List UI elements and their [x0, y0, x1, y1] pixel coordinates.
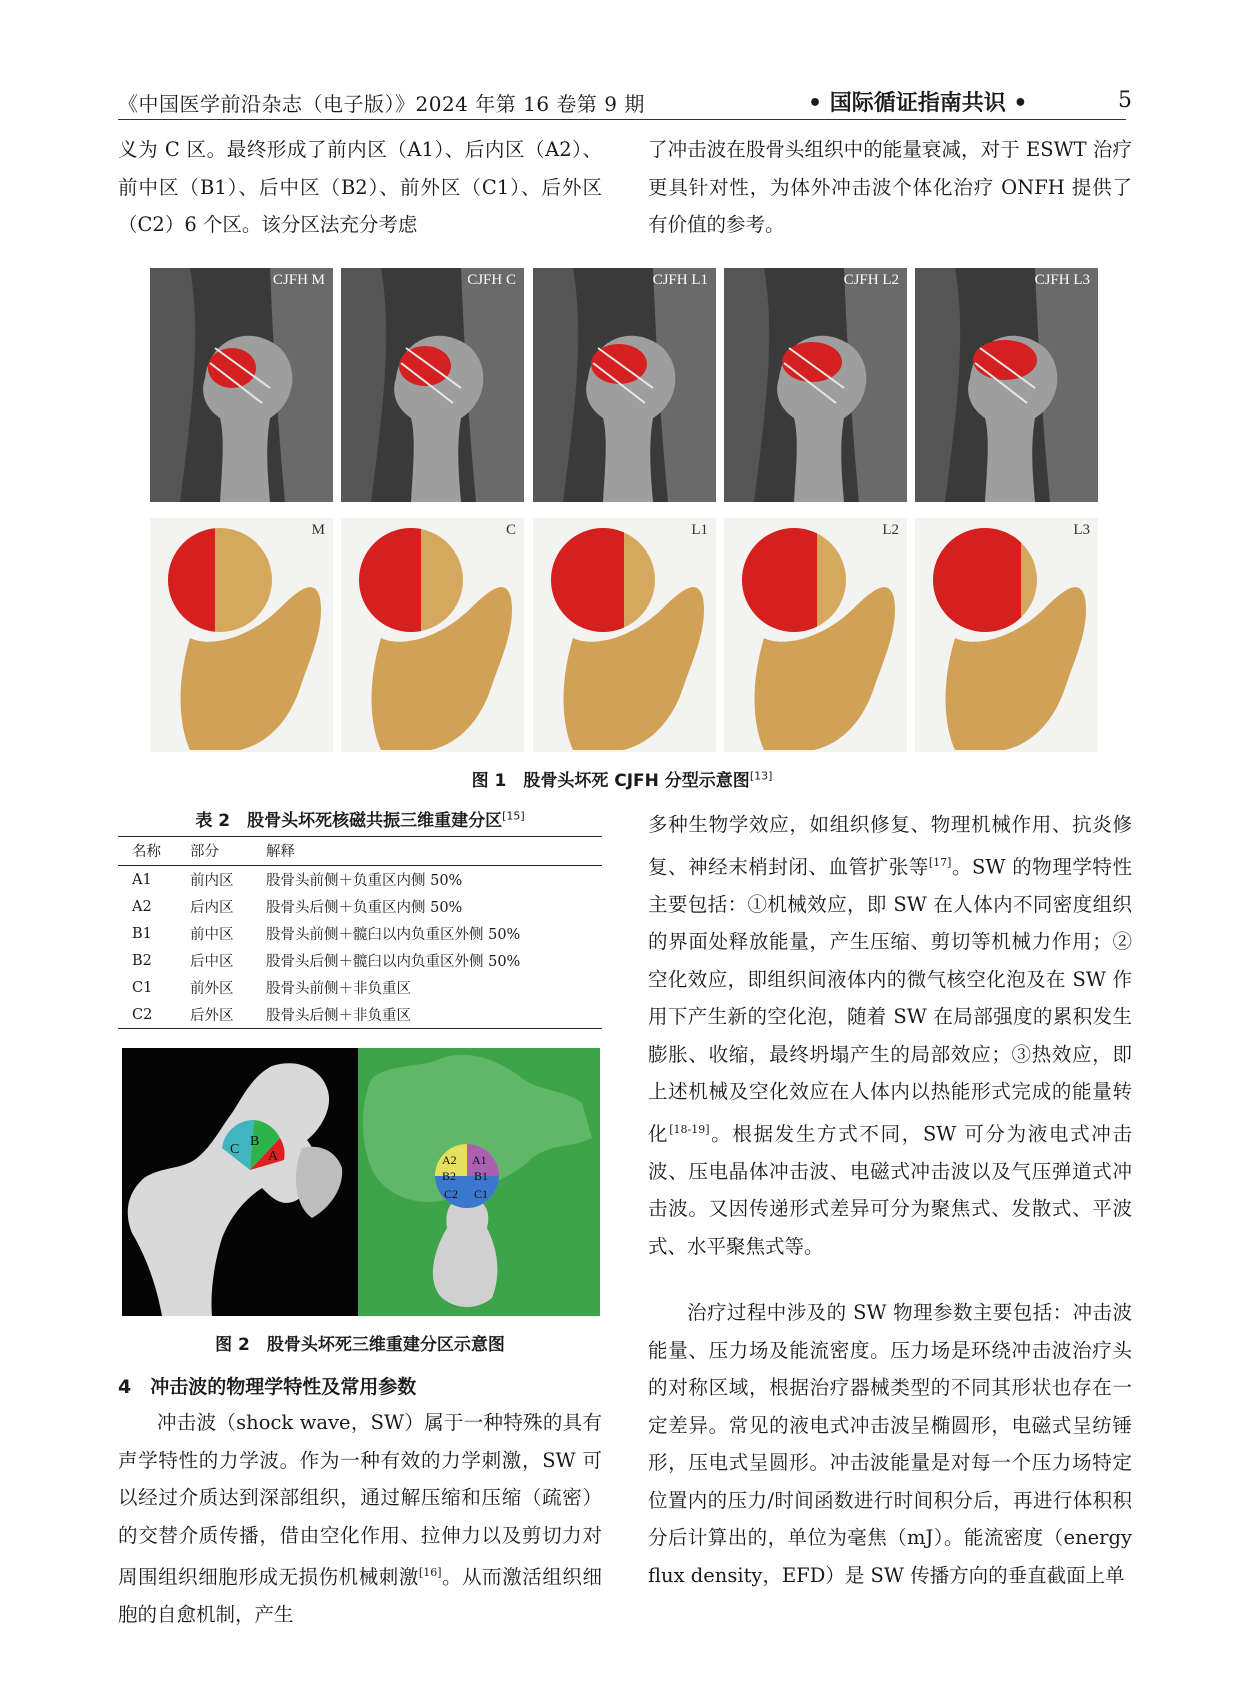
mri-image: [341, 268, 524, 502]
femur-model-panel: [533, 518, 716, 752]
femur-model-panel: [150, 518, 333, 752]
paragraph-text: 。从而激活组织细胞的自愈机制，产生: [118, 1565, 602, 1626]
mri-panel: [341, 268, 524, 502]
table-cell: 后内区: [190, 900, 234, 916]
table-cell: 前中区: [190, 927, 234, 943]
table-row: [118, 947, 602, 974]
table-cell: 股骨头前侧＋髋臼以内负重区外侧 50%: [266, 927, 521, 943]
figure-1-caption-text: 图 1 股骨头坏死 CJFH 分型示意图: [471, 771, 750, 791]
figure-2-label-a: A: [268, 1149, 279, 1164]
table-cell: 后中区: [190, 954, 234, 970]
table-2-title-ref: [15]: [502, 809, 525, 823]
mri-image: [915, 268, 1098, 502]
paragraph-text: 冲击波（shock wave，SW）属于一种特殊的具有声学特性的力学波。作为一种有效的力学刺激，SW 可以经过介质达到深部组织，通过解压缩和压缩（疏密）的交替介质传播，借由空化作用、拉伸力以及剪切力对周围组织细胞形成无损伤机械刺激: [118, 1411, 602, 1589]
table-header-name: 名称: [118, 837, 190, 866]
figure-2-label-a2: A2: [442, 1153, 457, 1167]
table-row: [118, 893, 602, 920]
mri-label: CJFH M: [272, 272, 325, 288]
table-cell: 股骨头前侧＋非负重区: [266, 981, 411, 997]
section-4-paragraph-1: [118, 1404, 602, 1634]
page-number: 5: [1118, 88, 1132, 113]
table-row: [118, 920, 602, 947]
femur-model-label: L3: [1073, 522, 1090, 538]
figure-2-label-c2: C2: [444, 1187, 459, 1201]
femur-model-image: [341, 518, 524, 752]
section-tag: • 国际循证指南共识 •: [808, 91, 1028, 116]
figure-2-label-c: C: [230, 1142, 240, 1157]
figure-2-label-b: B: [250, 1134, 260, 1149]
figure-2-label-b1: B1: [474, 1169, 489, 1183]
figure-2-label-b2: B2: [442, 1169, 457, 1183]
figure-2: [122, 1048, 600, 1316]
table-cell: 前内区: [190, 873, 234, 889]
figure-2-label-c1: C1: [474, 1187, 489, 1201]
right-top-paragraph: 了冲击波在股骨头组织中的能量衰减，对于 ESWT 治疗更具针对性，为体外冲击波个体化治疗 ONFH 提供了有价值的参考。: [648, 138, 1132, 236]
table-header-part: 部分: [190, 837, 266, 866]
femur-model-image: [724, 518, 907, 752]
right-paragraph-3: 治疗过程中涉及的 SW 物理参数主要包括：冲击波能量、压力场及能流密度。压力场是环绕冲击波治疗头的对称区域，根据治疗器械类型的不同其形状也存在一定差异。常见的液电式冲击波呈椭圆形，电磁式呈纺锤形，压电式呈圆形。冲击波能量是对每一个压力场特定位置内的压力/时间函数进行时间积分后，再进行体积积分后计算出的，单位为毫焦（mJ）。能流密度（energy flux density，EFD）是 SW 传播方向的垂直截面上单: [648, 1301, 1132, 1587]
mri-label: CJFH L3: [1034, 272, 1090, 288]
figure-2-caption: 图 2 股骨头坏死三维重建分区示意图: [215, 1335, 505, 1355]
table-row: [118, 1001, 602, 1029]
header-rule: [118, 119, 1126, 120]
femur-model-image: [915, 518, 1098, 752]
figure-2-label-a1: A1: [472, 1153, 487, 1167]
table-cell: 后外区: [190, 1001, 266, 1029]
paragraph-text: 多种生物学效应，如组织修复、物理机械作用、抗炎修复、神经末梢封闭、血管扩张等: [648, 813, 1132, 878]
table-cell: 股骨头后侧＋非负重区: [266, 1001, 602, 1029]
mri-panel: [533, 268, 716, 502]
mri-label: CJFH L1: [652, 272, 708, 288]
citation-ref: [17]: [928, 855, 952, 869]
table-2: [118, 836, 602, 1029]
table-cell: 前外区: [190, 981, 234, 997]
table-header-row: [118, 837, 602, 866]
femur-model-image: [150, 518, 333, 752]
citation-ref: [18-19]: [669, 1122, 710, 1136]
table-cell: C1: [132, 979, 153, 996]
table-cell: C2: [118, 1001, 190, 1029]
mri-image: [724, 268, 907, 502]
figure-1-caption-ref: [13]: [749, 769, 773, 783]
journal-title: 《中国医学前沿杂志（电子版）》2024 年第 16 卷第 9 期: [118, 92, 645, 116]
table-2-title: [118, 806, 602, 831]
mri-panel: [915, 268, 1098, 502]
femur-model-panel: [724, 518, 907, 752]
paragraph-text: 。根据发生方式不同，SW 可分为液电式冲击波、压电晶体冲击波、电磁式冲击波以及气压弹道式冲击波。又因传递形式差异可分为聚焦式、发散式、平波式、水平聚焦式等。: [648, 1122, 1132, 1258]
figure-1-caption: [118, 766, 1126, 791]
table-cell: 股骨头前侧＋负重区内侧 50%: [266, 873, 463, 889]
table-cell: A2: [132, 898, 152, 915]
femur-model-label: L2: [882, 522, 899, 538]
table-cell: 股骨头后侧＋负重区内侧 50%: [266, 900, 463, 916]
table-header-explanation: 解释: [266, 837, 602, 866]
mri-label: CJFH L2: [843, 272, 899, 288]
femur-model-label: C: [505, 522, 516, 538]
right-paragraph-2: [648, 806, 1132, 1265]
mri-image: [533, 268, 716, 502]
mri-image: [150, 268, 333, 502]
citation-ref: [16]: [418, 1566, 442, 1579]
paragraph-text: 。SW 的物理学特性主要包括：①机械效应，即 SW 在人体内不同密度组织的界面处释放能量，产生压缩、剪切等机械力作用；②空化效应，即组织间液体内的微气核空化泡及在 SW 作用下产生新的空化泡，随着 SW 在局部强度的累积发生膨胀、收缩，最终坍塌产生的局部效应；③热效应，即上述机械及空化效应在人体内以热能形式完成的能量转化: [648, 855, 1132, 1145]
femur-model-label: L1: [691, 522, 708, 538]
mri-panel: [150, 268, 333, 502]
table-cell: A1: [132, 871, 152, 888]
table-cell: B2: [132, 952, 152, 969]
left-top-paragraph: 义为 C 区。最终形成了前内区（A1）、后内区（A2）、前中区（B1）、后中区（B2）、前外区（C1）、后外区（C2）6 个区。该分区法充分考虑: [118, 138, 602, 236]
figure-1: [150, 268, 1098, 752]
table-row: [118, 866, 602, 894]
table-cell: B1: [132, 925, 152, 942]
table-cell: 股骨头后侧＋髋臼以内负重区外侧 50%: [266, 954, 521, 970]
section-4-heading: 4 冲击波的物理学特性及常用参数: [118, 1376, 417, 1398]
mri-panel: [724, 268, 907, 502]
femur-model-panel: [915, 518, 1098, 752]
femur-model-panel: [341, 518, 524, 752]
femur-model-image: [533, 518, 716, 752]
table-2-title-text: 表 2 股骨头坏死核磁共振三维重建分区: [195, 811, 503, 831]
femur-model-label: M: [311, 522, 325, 538]
mri-label: CJFH C: [467, 272, 516, 288]
table-row: [118, 974, 602, 1001]
